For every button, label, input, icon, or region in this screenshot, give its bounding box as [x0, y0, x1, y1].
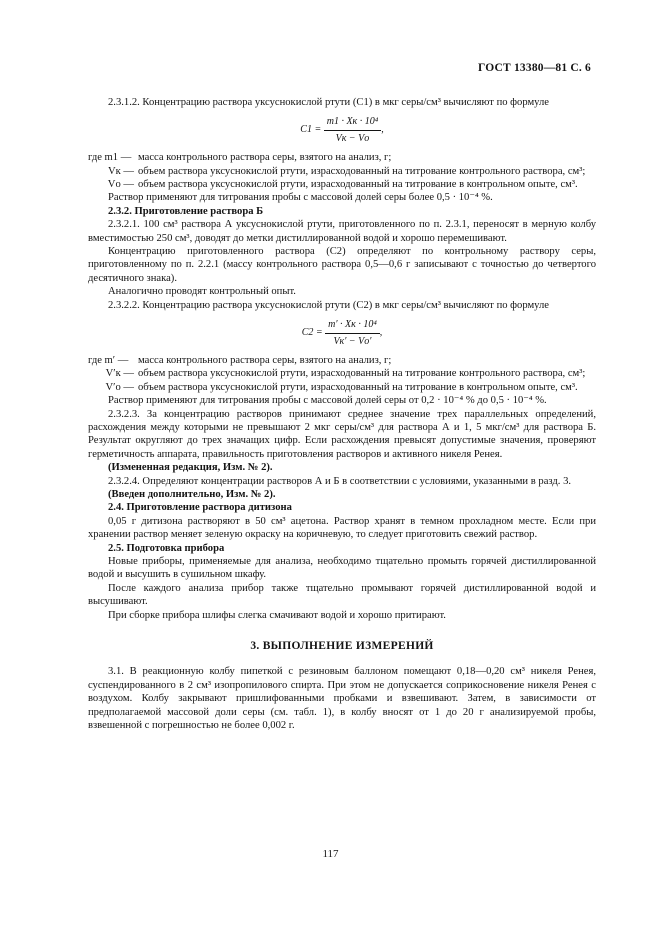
where-item: [88, 178, 596, 191]
formula-c1-denominator: Vк − Vо: [335, 132, 370, 144]
where-item: [88, 151, 596, 164]
paragraph-3-1: 3.1. В реакционную колбу пипеткой с резиновым баллоном помещают 0,18—0,20 см³ никеля Ренея, суспендированного в 2 см³ изопропилового спирта. При этом не допускается соприкосновение никеля Ренея с воздухом. Колбу закрывают пришлифованными пробками и взвешивают. Затем, в зависимости от предполагаемой массовой доли серы (см. табл. 1), в колбу вносят от 1 до 20 г анализируемой пробы, взвешенной с погрешностью не более 0,002 г.: [88, 666, 596, 732]
paragraph-2-3-2-3: 2.3.2.3. За концентрацию растворов принимают среднее значение трех параллельных определений, расхождения между которыми не превышают 2 мкг серы/см³ для раствора А и 1, 5 мкг/см³ для раствора Б. Результат округляют до трех значащих цифр. Если расхождения превысят допустимые значения, проверяют герметичность аппарата, правильность приготовления растворов и активного никеля Ренея.: [88, 408, 596, 460]
where-item: [88, 354, 596, 367]
paragraph-2-5-b: После каждого анализа прибор также тщательно промывают горячей дистиллированной водой и высушивают.: [88, 582, 596, 608]
where-item: [88, 367, 596, 380]
formula-c2: C2 = $\frac{\text{m′ · Xк · 10⁴}}{Vк' - Vо'}$ ,: [301, 319, 383, 347]
edition-note-1: (Измененная редакция, Изм. № 2).: [108, 462, 273, 474]
where-definition: объем раствора уксуснокислой ртути, израсходованный на титрование в контрольном опыте, см³.: [138, 381, 578, 393]
page-header: ГОСТ 13380—81 С. 6: [478, 62, 591, 74]
where-definition: масса контрольного раствора серы, взятого на анализ, г;: [138, 152, 392, 164]
paragraph-concentration-2: Концентрацию приготовленного раствора (C2) определяют по контрольному раствору серы, приготовленному по п. 2.2.1 (массу контрольного раствора 0,5—0,6 г записывают с точностью до четвертого десятичного знака).: [88, 246, 596, 284]
where-definition: объем раствора уксуснокислой ртути, израсходованный на титрование контрольного раствора, см³;: [138, 368, 586, 380]
where-definition: объем раствора уксуснокислой ртути, израсходованный на титрование контрольного раствора, см³;: [138, 165, 586, 177]
where-symbol: V′о —: [105, 381, 134, 393]
where-symbol: где m1 —: [88, 152, 132, 164]
heading-2-5: 2.5. Подготовка прибора: [108, 542, 225, 554]
paragraph-2-3-2-1: 2.3.2.1. 100 см³ раствора А уксуснокислой ртути, приготовленного по п. 2.3.1, переносят в мерную колбу вместимостью 250 см³, доводят до метки дистиллированной водой и хорошо перемешивают.: [88, 219, 596, 244]
where-symbol: где m′ —: [88, 354, 129, 366]
where-symbol: Vо —: [107, 179, 134, 191]
formula-c1-numerator: m1 · Xк · 10⁴: [324, 115, 381, 130]
formula-c2-denominator: Vк′ − Vо′: [333, 335, 372, 347]
formula-c2-numerator: m′ · Xк · 10⁴: [325, 318, 380, 333]
document-body: [88, 60, 596, 732]
where-symbol: Vк —: [107, 165, 134, 177]
where-definition: масса контрольного раствора серы, взятого на анализ, г;: [138, 354, 392, 366]
formula-c2-fraction: [325, 318, 380, 348]
paragraph-2-5-a: Новые приборы, применяемые для анализа, необходимо тщательно промыть горячей дистиллированной водой и высушить в сушильном шкафу.: [88, 556, 596, 581]
paragraph-2-5-c: При сборке прибора шлифы слегка смачивают водой и хорошо притирают.: [108, 609, 446, 621]
section-3-title: 3. ВЫПОЛНЕНИЕ ИЗМЕРЕНИЙ: [250, 640, 434, 653]
formula-c1-fraction: [324, 115, 381, 145]
formula-c1: C1 = $\frac{\text{m1 · Xк · 10⁴}}{Vк - Vо}$ ,: [300, 116, 384, 144]
paragraph-2-3-2-4: 2.3.2.4. Определяют концентрации растворов А и Б в соответствии с условиями, указанными в разд. 3.: [108, 475, 572, 487]
heading-2-3-2: 2.3.2. Приготовление раствора Б: [108, 205, 264, 217]
heading-2-4: 2.4. Приготовление раствора дитизона: [108, 502, 292, 514]
paragraph-apply-2: Раствор применяют для титрования пробы с массовой долей серы от 0,2 · 10⁻⁴ % до 0,5 · 10⁻⁴ %.: [108, 395, 547, 407]
paragraph-2-3-1-2: 2.3.1.2. Концентрацию раствора уксуснокислой ртути (C1) в мкг серы/см³ вычисляют по формуле: [108, 97, 550, 108]
formula-c1-lhs: C1 =: [300, 124, 322, 136]
page-number: 117: [322, 848, 339, 860]
where-item: [88, 165, 596, 178]
where-symbol: V′к —: [105, 368, 134, 380]
paragraph-apply-1: Раствор применяют для титрования пробы с массовой долей серы более 0,5 · 10⁻⁴ %.: [108, 192, 493, 204]
where-definition: объем раствора уксуснокислой ртути, израсходованный на титрование в контрольном опыте, см³.: [138, 179, 578, 191]
where-item: [88, 381, 596, 394]
edition-note-2: (Введен дополнительно, Изм. № 2).: [108, 488, 276, 500]
paragraph-2-4: 0,05 г дитизона растворяют в 50 см³ ацетона. Раствор хранят в темном прохладном месте. Если при хранении раствор меняет зеленую окраску на коричневую, то следует приготовить свежий раствор.: [88, 515, 596, 541]
formula-c2-lhs: C2 =: [301, 327, 323, 339]
paragraph-2-3-2-2: 2.3.2.2. Концентрацию раствора уксуснокислой ртути (C2) в мкг серы/см³ вычисляют по формуле: [108, 299, 550, 311]
paragraph-similar: Аналогично проводят контрольный опыт.: [108, 286, 296, 298]
